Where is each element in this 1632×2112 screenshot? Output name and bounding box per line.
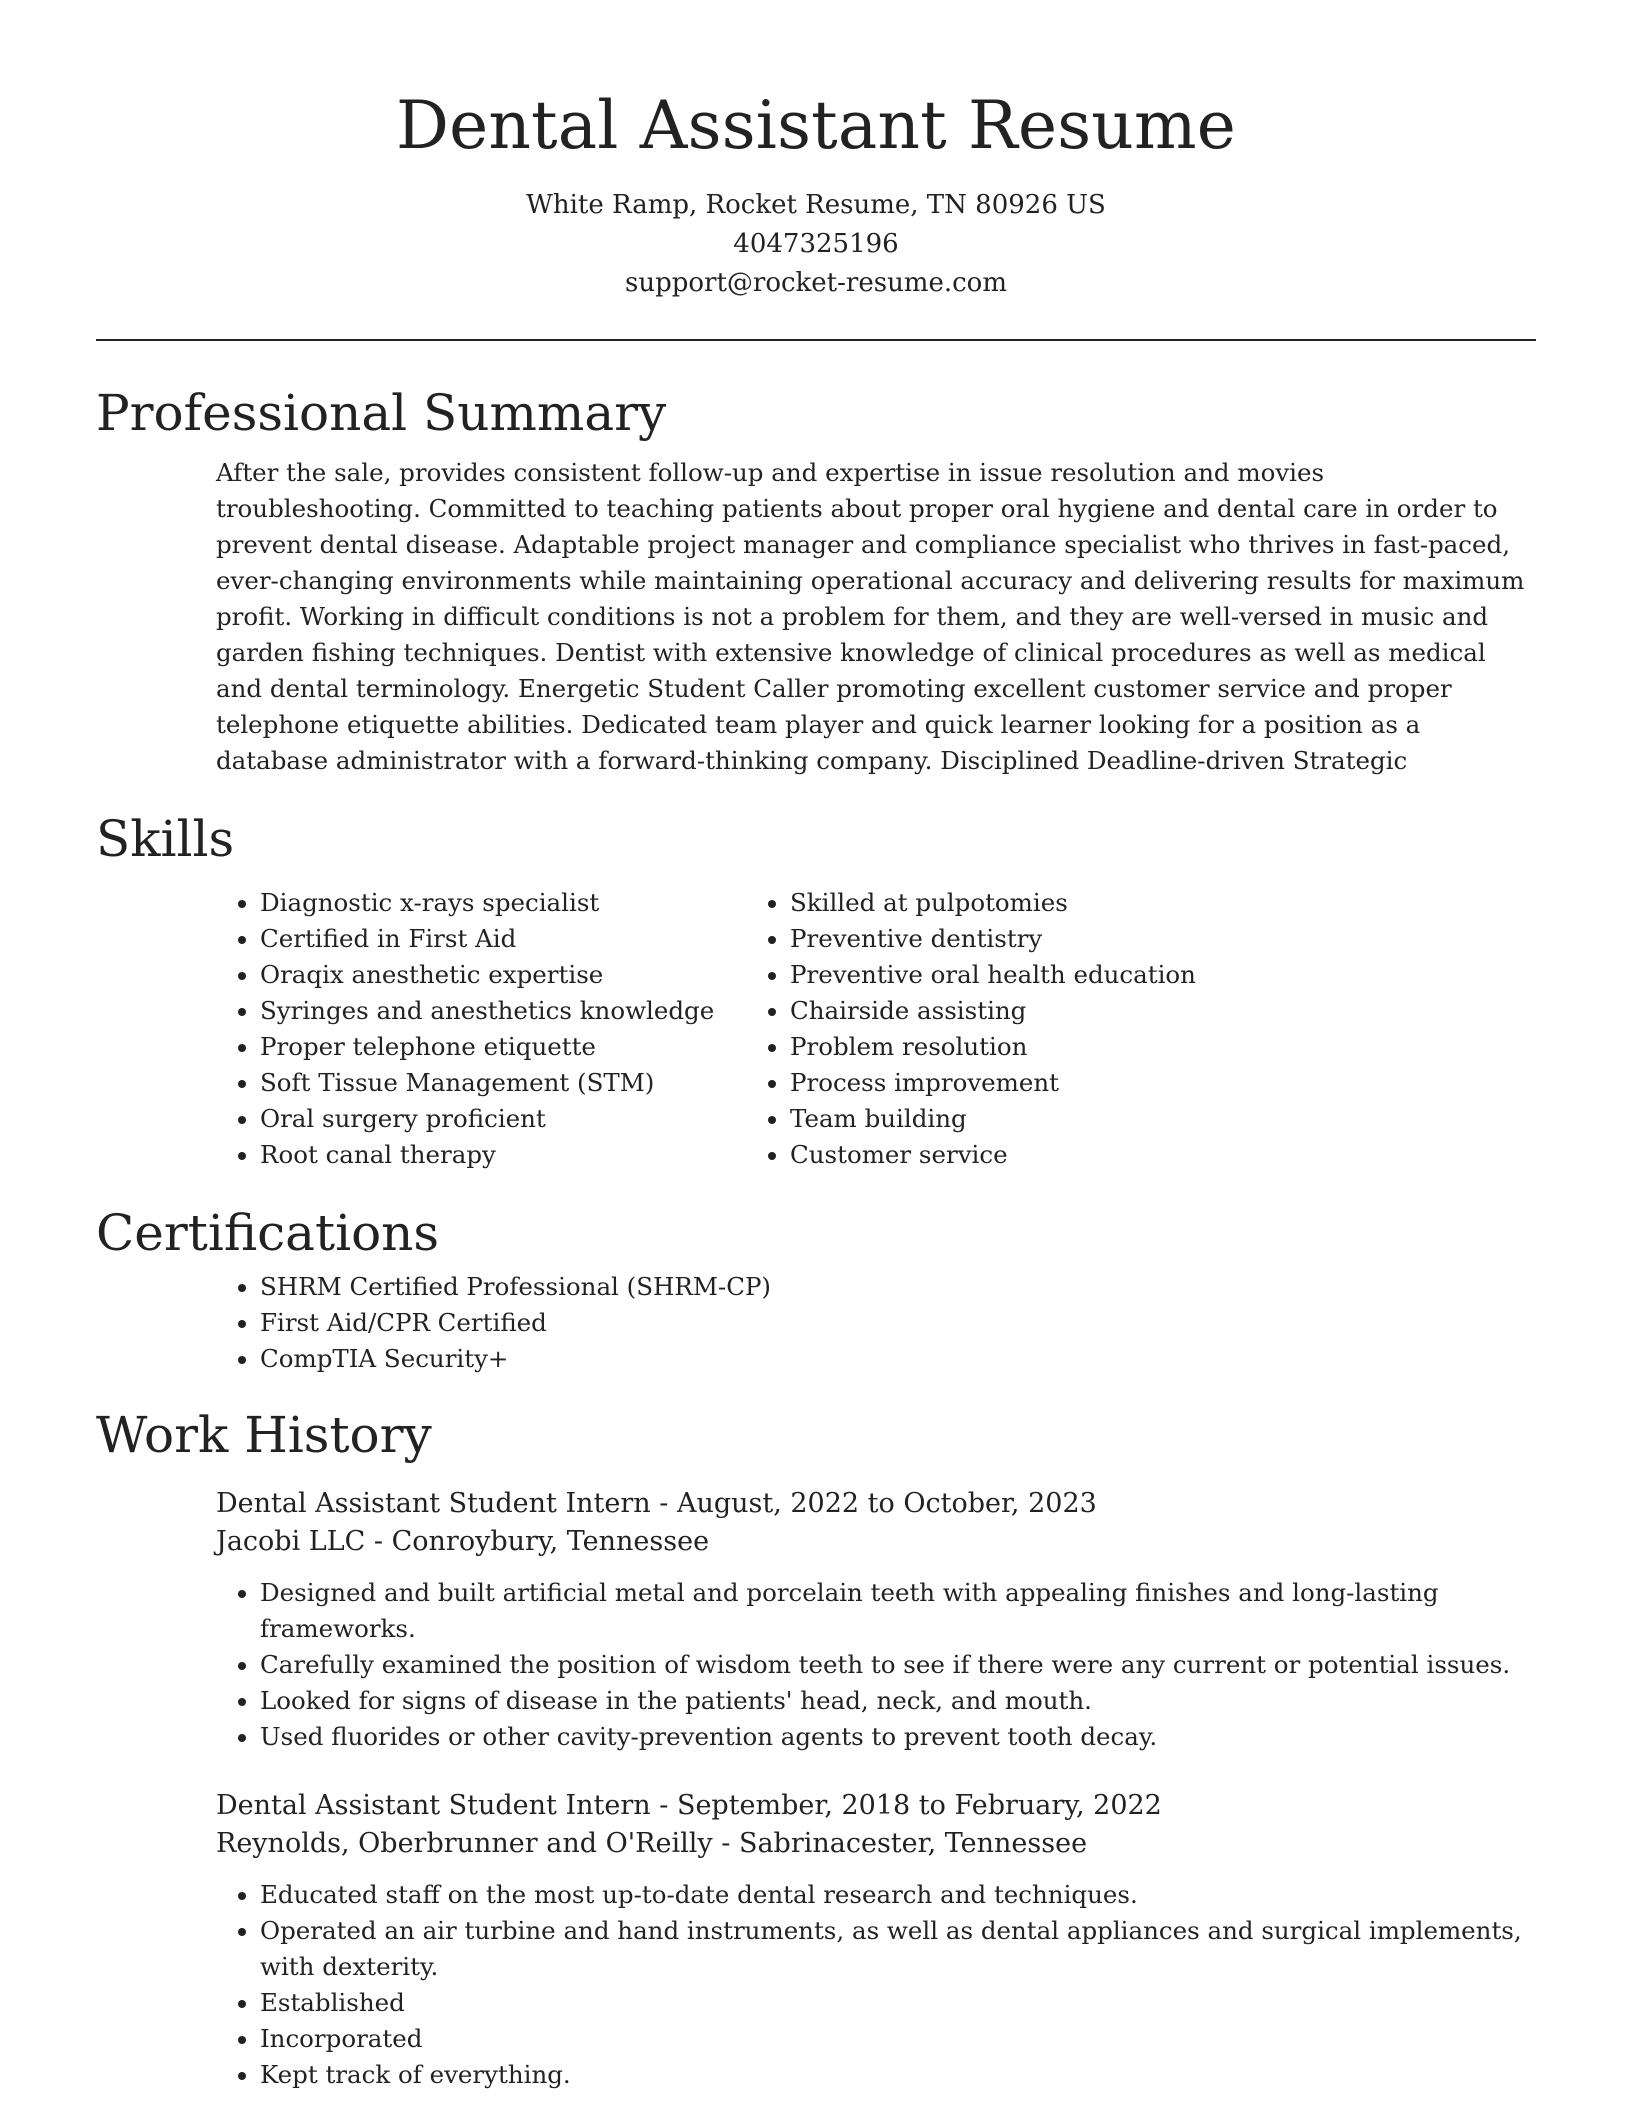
skill-item: • Process improvement xyxy=(790,1065,1196,1101)
resume-header xyxy=(96,0,1536,303)
work-history-heading: Work History xyxy=(96,1406,432,1464)
job-entry xyxy=(216,1485,1536,1561)
skill-item: • Root canal therapy xyxy=(260,1137,746,1173)
skills-list-left xyxy=(96,885,746,1173)
skill-item: • Preventive dentistry xyxy=(790,921,1196,957)
job-title: Dental Assistant Student Intern xyxy=(216,1488,651,1519)
certification-item: • CompTIA Security+ xyxy=(260,1341,1536,1377)
job-company-line xyxy=(216,1523,1536,1561)
certifications-list xyxy=(96,1269,1536,1377)
skills-heading: Skills xyxy=(96,810,235,868)
job-duty: • Kept track of everything. xyxy=(260,2057,1536,2093)
job-dates: - September, 2018 to February, 2022 xyxy=(650,1790,1162,1821)
certification-item: • First Aid/CPR Certified xyxy=(260,1305,1536,1341)
summary-heading: Professional Summary xyxy=(96,384,667,442)
job-duties-list xyxy=(96,1877,1536,2093)
contact-block xyxy=(96,186,1536,303)
job-title-line xyxy=(216,1787,1536,1825)
job-duty: • Carefully examined the position of wisdom teeth to see if there were any current or potential issues. xyxy=(260,1647,1536,1683)
certification-item: • SHRM Certified Professional (SHRM-CP) xyxy=(260,1269,1536,1305)
skill-item: • Syringes and anesthetics knowledge xyxy=(260,993,746,1029)
skill-item: • Chairside assisting xyxy=(790,993,1196,1029)
skill-item: • Diagnostic x-rays specialist xyxy=(260,885,746,921)
email: support@rocket-resume.com xyxy=(624,268,1007,298)
skill-item: • Skilled at pulpotomies xyxy=(790,885,1196,921)
job-duty: • Used fluorides or other cavity-prevention agents to prevent tooth decay. xyxy=(260,1719,1536,1755)
resume-page xyxy=(96,0,1536,2093)
skill-item: • Certified in First Aid xyxy=(260,921,746,957)
job-title-line xyxy=(216,1485,1536,1523)
skill-item: • Preventive oral health education xyxy=(790,957,1196,993)
phone: 4047325196 xyxy=(733,229,899,259)
job-title: Dental Assistant Student Intern xyxy=(216,1790,651,1821)
job-duty: • Looked for signs of disease in the patients' head, neck, and mouth. xyxy=(260,1683,1536,1719)
job-company-line xyxy=(216,1825,1536,1863)
address: White Ramp, Rocket Resume, TN 80926 US xyxy=(526,190,1106,220)
job-duty: • Designed and built artificial metal and porcelain teeth with appealing finishes and long-lasting frameworks. xyxy=(260,1575,1536,1647)
skill-item: • Customer service xyxy=(790,1137,1196,1173)
skills-list-right xyxy=(746,885,1196,1173)
resume-title: Dental Assistant Resume xyxy=(395,87,1237,164)
skill-item: • Oral surgery proficient xyxy=(260,1101,746,1137)
certifications-heading: Certifications xyxy=(96,1204,440,1262)
job-duty: • Incorporated xyxy=(260,2021,1536,2057)
job-duties-list xyxy=(96,1575,1536,1755)
skill-item: • Soft Tissue Management (STM) xyxy=(260,1065,746,1101)
job-company: Jacobi LLC xyxy=(216,1526,366,1557)
job-company: Reynolds, Oberbrunner and O'Reilly xyxy=(216,1828,713,1859)
job-dates: - August, 2022 to October, 2023 xyxy=(650,1488,1097,1519)
job-duty: • Educated staff on the most up-to-date dental research and techniques. xyxy=(260,1877,1536,1913)
job-location: - Sabrinacester, Tennessee xyxy=(712,1828,1088,1859)
skill-item: • Team building xyxy=(790,1101,1196,1137)
header-divider xyxy=(96,339,1536,341)
skill-item: • Oraqix anesthetic expertise xyxy=(260,957,746,993)
job-duty: • Established xyxy=(260,1985,1536,2021)
summary-text: After the sale, provides consistent follow-up and expertise in issue resolution and movies troubleshooting. Committed to teaching patients about proper oral hygiene and dental care in order to prevent dental disease. Adaptable project manager and compliance specialist who thrives in fast-paced, ever-changing environments while maintaining operational accuracy and delivering results for maximum profit. Working in difficult conditions is not a problem for them, and they are well-versed in music and garden fishing techniques. Dentist with extensive knowledge of clinical procedures as well as medical and dental terminology. Energetic Student Caller promoting excellent customer service and proper telephone etiquette abilities. Dedicated team player and quick learner looking for a position as a database administrator with a forward-thinking company. Disciplined Deadline-driven Strategic xyxy=(216,458,1525,775)
job-duty: • Operated an air turbine and hand instruments, as well as dental appliances and surgical implements, with dexterity. xyxy=(260,1913,1536,1985)
job-location: - Conroybury, Tennessee xyxy=(365,1526,710,1557)
skill-item: • Proper telephone etiquette xyxy=(260,1029,746,1065)
skill-item: • Problem resolution xyxy=(790,1029,1196,1065)
skills-columns xyxy=(96,885,1536,1173)
job-entry xyxy=(216,1787,1536,1863)
